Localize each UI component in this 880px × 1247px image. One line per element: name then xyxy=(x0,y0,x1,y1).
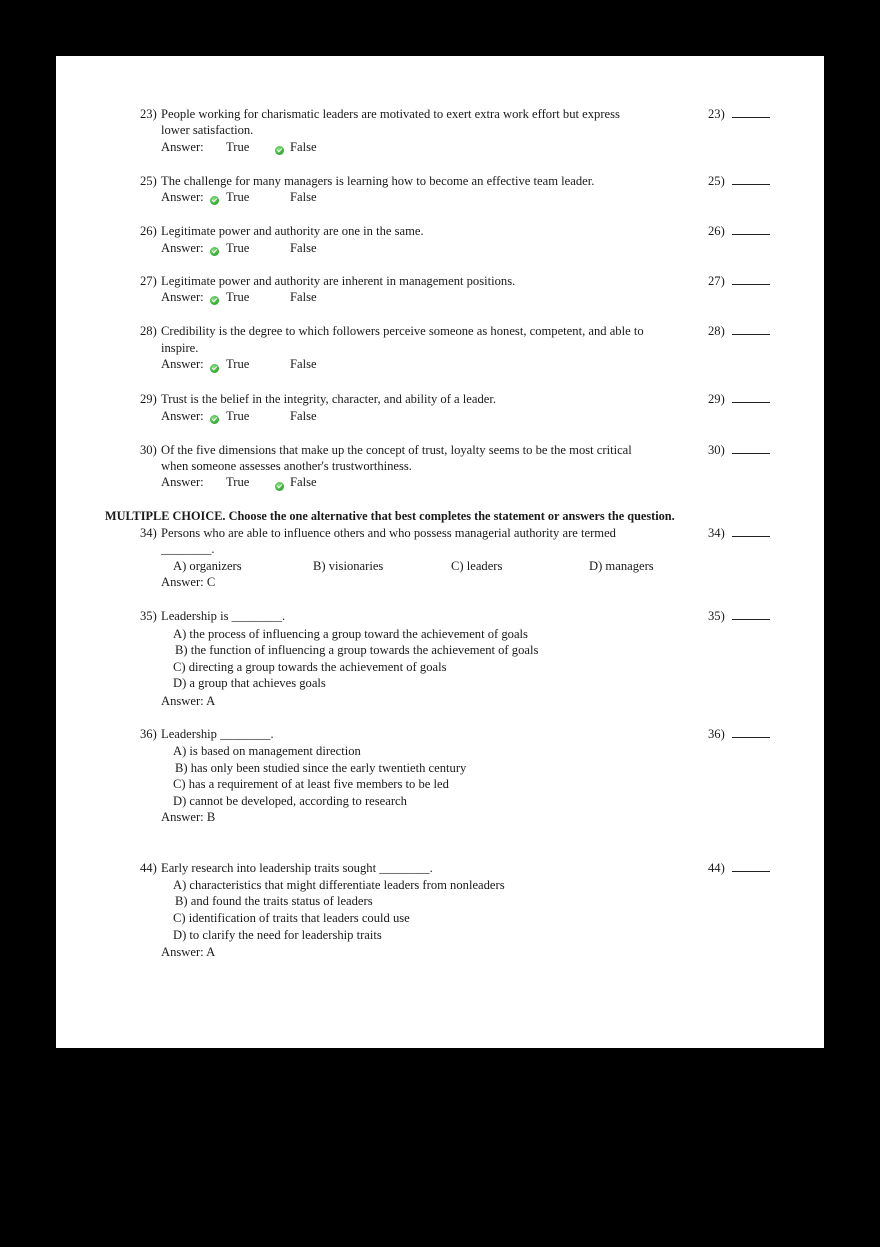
option-a: A) the process of influencing a group toward the achievement of goals xyxy=(173,627,528,641)
option-a: A) characteristics that might differentiate leaders from nonleaders xyxy=(173,878,505,892)
question-text: Credibility is the degree to which followers perceive someone as honest, competent, and able to xyxy=(161,324,644,338)
question-number: 23) xyxy=(140,107,157,121)
answer-label: Answer: xyxy=(161,475,204,489)
question-number: 30) xyxy=(140,443,157,457)
question-text: People working for charismatic leaders are motivated to exert extra work effort but express xyxy=(161,107,620,121)
answer-blank: 28) xyxy=(708,323,770,339)
option-d: D) managers xyxy=(589,559,654,573)
answer-blank: 29) xyxy=(708,391,770,407)
check-icon xyxy=(210,364,219,373)
answer-label: Answer: xyxy=(161,140,204,154)
question-number: 44) xyxy=(140,861,157,875)
question-number: 26) xyxy=(140,224,157,238)
true-option: True xyxy=(226,140,250,154)
question-text: inspire. xyxy=(161,341,199,355)
answer-blank: 30) xyxy=(708,442,770,458)
option-a: A) organizers xyxy=(173,559,242,573)
question-text: The challenge for many managers is learning how to become an effective team leader. xyxy=(161,174,595,188)
answer-blank: 23) xyxy=(708,106,770,122)
answer-label: Answer: xyxy=(161,190,204,204)
check-icon xyxy=(210,247,219,256)
question-text: Trust is the belief in the integrity, character, and ability of a leader. xyxy=(161,392,496,406)
question-text: Early research into leadership traits sought ________. xyxy=(161,861,433,875)
question-number: 35) xyxy=(140,609,157,623)
option-b: B) visionaries xyxy=(313,559,384,573)
answer-blank: 44) xyxy=(708,860,770,876)
question-number: 25) xyxy=(140,174,157,188)
check-icon xyxy=(210,415,219,424)
true-option: True xyxy=(226,241,250,255)
true-option: True xyxy=(226,190,250,204)
false-option: False xyxy=(290,357,317,371)
option-c: C) directing a group towards the achievement of goals xyxy=(173,660,447,674)
question-text: Leadership ________. xyxy=(161,727,274,741)
option-c: C) identification of traits that leaders could use xyxy=(173,911,410,925)
false-option: False xyxy=(290,475,317,489)
document-page xyxy=(56,56,824,1048)
option-d: D) cannot be developed, according to research xyxy=(173,794,407,808)
check-icon xyxy=(275,482,284,491)
option-d: D) a group that achieves goals xyxy=(173,676,326,690)
answer-label: Answer: xyxy=(161,357,204,371)
question-text: Legitimate power and authority are inherent in management positions. xyxy=(161,274,516,288)
answer-blank: 35) xyxy=(708,608,770,624)
question-text: lower satisfaction. xyxy=(161,123,254,137)
option-c: C) leaders xyxy=(451,559,503,573)
true-option: True xyxy=(226,290,250,304)
answer-text: Answer: C xyxy=(161,575,216,589)
question-text: Persons who are able to influence others and who possess managerial authority are termed xyxy=(161,526,616,540)
true-option: True xyxy=(226,409,250,423)
option-b: B) the function of influencing a group towards the achievement of goals xyxy=(175,643,539,657)
false-option: False xyxy=(290,409,317,423)
false-option: False xyxy=(290,190,317,204)
answer-blank: 34) xyxy=(708,525,770,541)
option-b: B) has only been studied since the early twentieth century xyxy=(175,761,467,775)
question-text: ________. xyxy=(161,542,215,556)
answer-blank: 25) xyxy=(708,173,770,189)
question-text: Leadership is ________. xyxy=(161,609,286,623)
false-option: False xyxy=(290,241,317,255)
option-a: A) is based on management direction xyxy=(173,744,361,758)
question-number: 27) xyxy=(140,274,157,288)
question-text: Legitimate power and authority are one in the same. xyxy=(161,224,424,238)
false-option: False xyxy=(290,290,317,304)
answer-text: Answer: A xyxy=(161,945,216,959)
true-option: True xyxy=(226,475,250,489)
question-number: 29) xyxy=(140,392,157,406)
question-text: Of the five dimensions that make up the concept of trust, loyalty seems to be the most critical xyxy=(161,443,632,457)
check-icon xyxy=(210,296,219,305)
answer-label: Answer: xyxy=(161,241,204,255)
check-icon xyxy=(275,146,284,155)
section-header: MULTIPLE CHOICE. Choose the one alternative that best completes the statement or answers the question. xyxy=(105,509,675,523)
answer-label: Answer: xyxy=(161,409,204,423)
question-number: 36) xyxy=(140,727,157,741)
answer-text: Answer: A xyxy=(161,694,216,708)
false-option: False xyxy=(290,140,317,154)
true-option: True xyxy=(226,357,250,371)
answer-label: Answer: xyxy=(161,290,204,304)
question-text: when someone assesses another's trustworthiness. xyxy=(161,459,412,473)
check-icon xyxy=(210,196,219,205)
question-number: 34) xyxy=(140,526,157,540)
option-c: C) has a requirement of at least five members to be led xyxy=(173,777,449,791)
option-d: D) to clarify the need for leadership traits xyxy=(173,928,382,942)
answer-text: Answer: B xyxy=(161,810,216,824)
question-number: 28) xyxy=(140,324,157,338)
answer-blank: 36) xyxy=(708,726,770,742)
option-b: B) and found the traits status of leaders xyxy=(175,894,373,908)
answer-blank: 26) xyxy=(708,223,770,239)
answer-blank: 27) xyxy=(708,273,770,289)
